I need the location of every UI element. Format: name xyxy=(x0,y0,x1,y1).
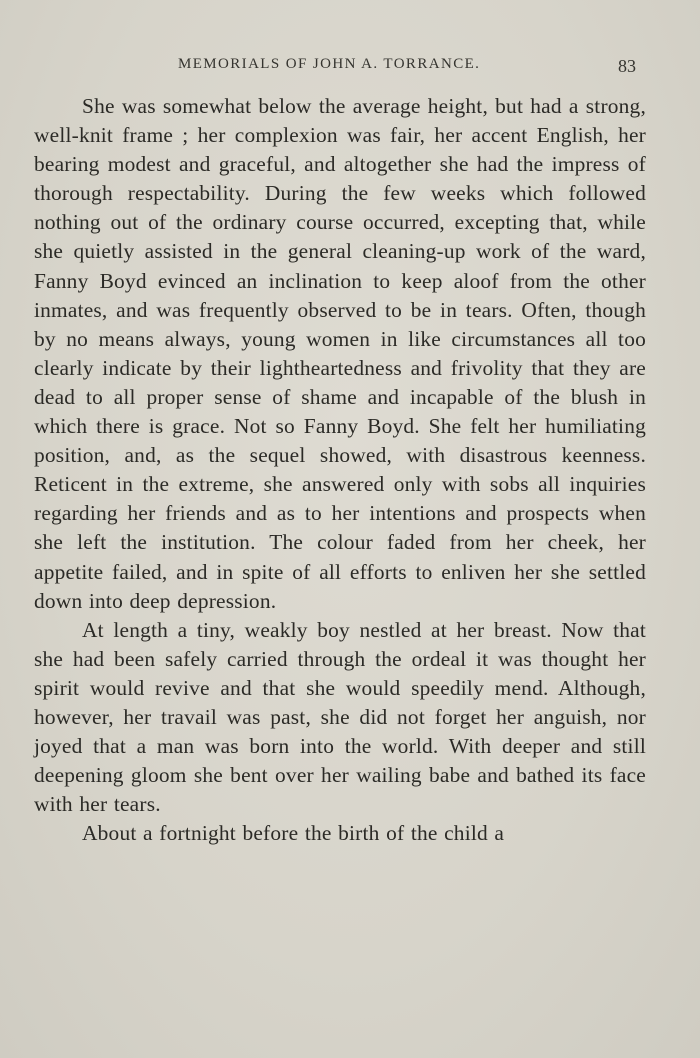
running-head xyxy=(0,56,700,80)
body-text xyxy=(34,92,646,848)
paragraph-3: About a fortnight before the birth of the child a xyxy=(82,821,505,846)
paragraph-1: She was somewhat below the average height, but had a strong, well-knit frame ; her complexion was fair, her accent English, her bearing modest and graceful, and altogether she had the impress of thorough respectability. During the few weeks which followed nothing out of the ordinary course occurred, excepting that, while she quietly assisted in the general cleaning-up work of the ward, Fanny Boyd evinced an inclination to keep aloof from the other inmates, and was frequently observed to be in tears. Often, though by no means always, young women in like circumstances all too clearly indicate by their lightheartedness and frivolity that they are dead to all proper sense of shame and incapable of the blush in which there is grace. Not so Fanny Boyd. She felt her humiliating position, and, as the sequel showed, with disastrous keenness. Reticent in the extreme, she answered only with sobs all inquiries regarding her friends and as to her intentions and prospects when she left the institution. The colour faded from her cheek, her appetite failed, and in spite of all efforts to enliven her she settled down into deep depression. xyxy=(34,94,646,613)
paragraph-2: At length a tiny, weakly boy nestled at her breast. Now that she had been safely carried through the ordeal it was thought her spirit would revive and that she would speedily mend. Although, however, her travail was past, she did not forget her anguish, nor joyed that a man was born into the world. With deeper and still deepening gloom she bent over her wailing babe and bathed its face with her tears. xyxy=(34,617,646,817)
running-title: MEMORIALS OF JOHN A. TORRANCE. xyxy=(178,56,481,72)
page-number: 83 xyxy=(618,56,636,76)
